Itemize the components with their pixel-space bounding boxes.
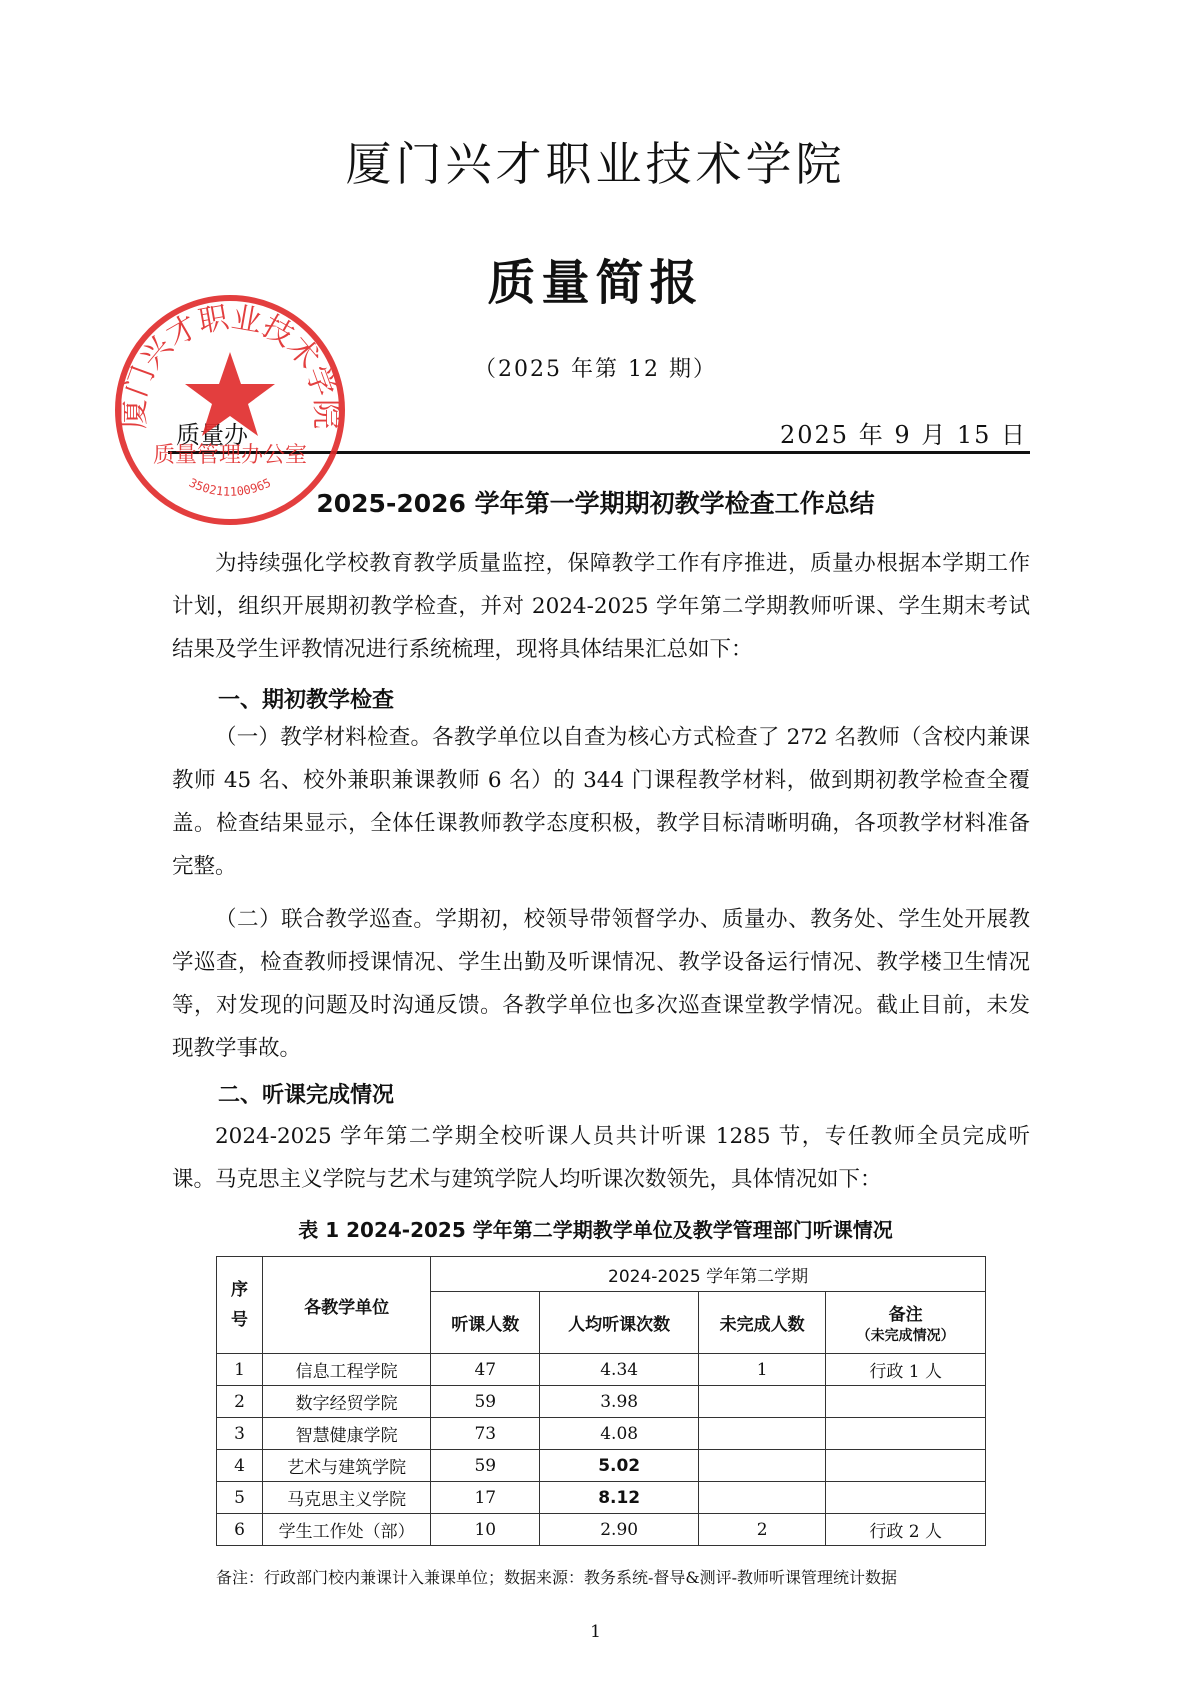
cell-no: 3	[217, 1418, 263, 1450]
cell-no: 5	[217, 1482, 263, 1514]
cell-count: 47	[431, 1354, 540, 1386]
section1-paragraph-1: （一）教学材料检查。各教学单位以自查为核心方式检查了 272 名教师（含校内兼课教师 45 名、校外兼职兼课教师 6 名）的 344 门课程教学材料，做到期初教学检查全覆盖。检查结果显示，全体任课教师教学态度积极，教学目标清晰明确，各项教学材料准备完整。	[172, 725, 1030, 879]
header-avg: 人均听课次数	[540, 1292, 699, 1354]
cell-incomplete: 2	[698, 1514, 825, 1546]
cell-note	[826, 1386, 986, 1418]
table-caption: 表 1 2024-2025 学年第二学期教学单位及教学管理部门听课情况	[298, 1218, 893, 1242]
cell-unit: 数字经贸学院	[263, 1386, 431, 1418]
header-incomplete: 未完成人数	[698, 1292, 825, 1354]
cell-note	[826, 1482, 986, 1514]
cell-unit: 智慧健康学院	[263, 1418, 431, 1450]
cell-count: 59	[431, 1450, 540, 1482]
issuer-label: 质量办	[176, 421, 248, 449]
table-row	[217, 1482, 986, 1514]
cell-avg: 2.90	[540, 1514, 699, 1546]
header-no	[217, 1257, 263, 1354]
cell-no: 1	[217, 1354, 263, 1386]
cell-unit: 信息工程学院	[263, 1354, 431, 1386]
cell-unit: 马克思主义学院	[263, 1482, 431, 1514]
header-count: 听课人数	[431, 1292, 540, 1354]
cell-unit: 艺术与建筑学院	[263, 1450, 431, 1482]
cell-note	[826, 1418, 986, 1450]
header-note	[826, 1292, 986, 1354]
seal-text-top: 厦门兴才职业技术学院	[116, 300, 344, 430]
header-unit: 各教学单位	[263, 1257, 431, 1354]
cell-count: 59	[431, 1386, 540, 1418]
cell-note	[826, 1450, 986, 1482]
cell-no: 4	[217, 1450, 263, 1482]
observation-table	[216, 1256, 986, 1546]
institution-title: 厦门兴才职业技术学院	[345, 137, 846, 191]
cell-note: 行政 2 人	[826, 1514, 986, 1546]
section1-paragraph-2: （二）联合教学巡查。学期初，校领导带领督学办、质量办、教务处、学生处开展教学巡查，检查教师授课情况、学生出勤及听课情况、教学设备运行情况、教学楼卫生情况等，对发现的问题及时沟通反馈。各教学单位也多次巡查课堂教学情况。截止目前，未发现教学事故。	[172, 907, 1030, 1061]
cell-note: 行政 1 人	[826, 1354, 986, 1386]
cell-no: 6	[217, 1514, 263, 1546]
cell-incomplete	[698, 1450, 825, 1482]
cell-avg: 3.98	[540, 1386, 699, 1418]
cell-count: 10	[431, 1514, 540, 1546]
cell-incomplete	[698, 1386, 825, 1418]
issue-date: 2025 年 9 月 15 日	[780, 421, 1028, 449]
table-row	[217, 1418, 986, 1450]
header-semester-group: 2024-2025 学年第二学期	[431, 1257, 986, 1292]
header-note-label: 备注	[888, 1305, 923, 1325]
article-title: 2025-2026 学年第一学期期初教学检查工作总结	[316, 489, 875, 518]
table-row	[217, 1514, 986, 1546]
header-no-label: 序号	[231, 1280, 249, 1330]
cell-count: 17	[431, 1482, 540, 1514]
page-number: 1	[590, 1622, 601, 1642]
cell-avg: 8.12	[540, 1482, 699, 1514]
cell-no: 2	[217, 1386, 263, 1418]
table-row	[217, 1450, 986, 1482]
seal-star-icon	[185, 352, 275, 436]
cell-incomplete	[698, 1482, 825, 1514]
cell-avg: 5.02	[540, 1450, 699, 1482]
table-row	[217, 1386, 986, 1418]
cell-incomplete: 1	[698, 1354, 825, 1386]
intro-paragraph: 为持续强化学校教育教学质量监控，保障教学工作有序推进，质量办根据本学期工作计划，组织开展期初教学检查，并对 2024-2025 学年第二学期教师听课、学生期末考试结果及学生评教情况进行系统梳理，现将具体结果汇总如下：	[172, 551, 1030, 662]
section-heading-2: 二、听课完成情况	[218, 1083, 395, 1108]
cell-avg: 4.34	[540, 1354, 699, 1386]
seal-code: 350211100965	[186, 475, 274, 499]
publication-title: 质量简报	[487, 255, 704, 311]
table-footnote: 备注：行政部门校内兼课计入兼课单位；数据来源：教务系统-督导&测评-教师听课管理统计数据	[216, 1568, 898, 1587]
seal-text-bottom: 质量管理办公室	[152, 443, 308, 468]
cell-count: 73	[431, 1418, 540, 1450]
section2-paragraph-1: 2024-2025 学年第二学期全校听课人员共计听课 1285 节，专任教师全员完成听课。马克思主义学院与艺术与建筑学院人均听课次数领先，具体情况如下：	[172, 1124, 1030, 1192]
cell-incomplete	[698, 1418, 825, 1450]
section-heading-1: 一、期初教学检查	[218, 688, 395, 713]
header-note-sub: （未完成情况）	[856, 1328, 955, 1344]
cell-unit: 学生工作处（部）	[263, 1514, 431, 1546]
issue-number: （2025 年第 12 期）	[474, 357, 717, 382]
table-row	[217, 1354, 986, 1386]
cell-avg: 4.08	[540, 1418, 699, 1450]
